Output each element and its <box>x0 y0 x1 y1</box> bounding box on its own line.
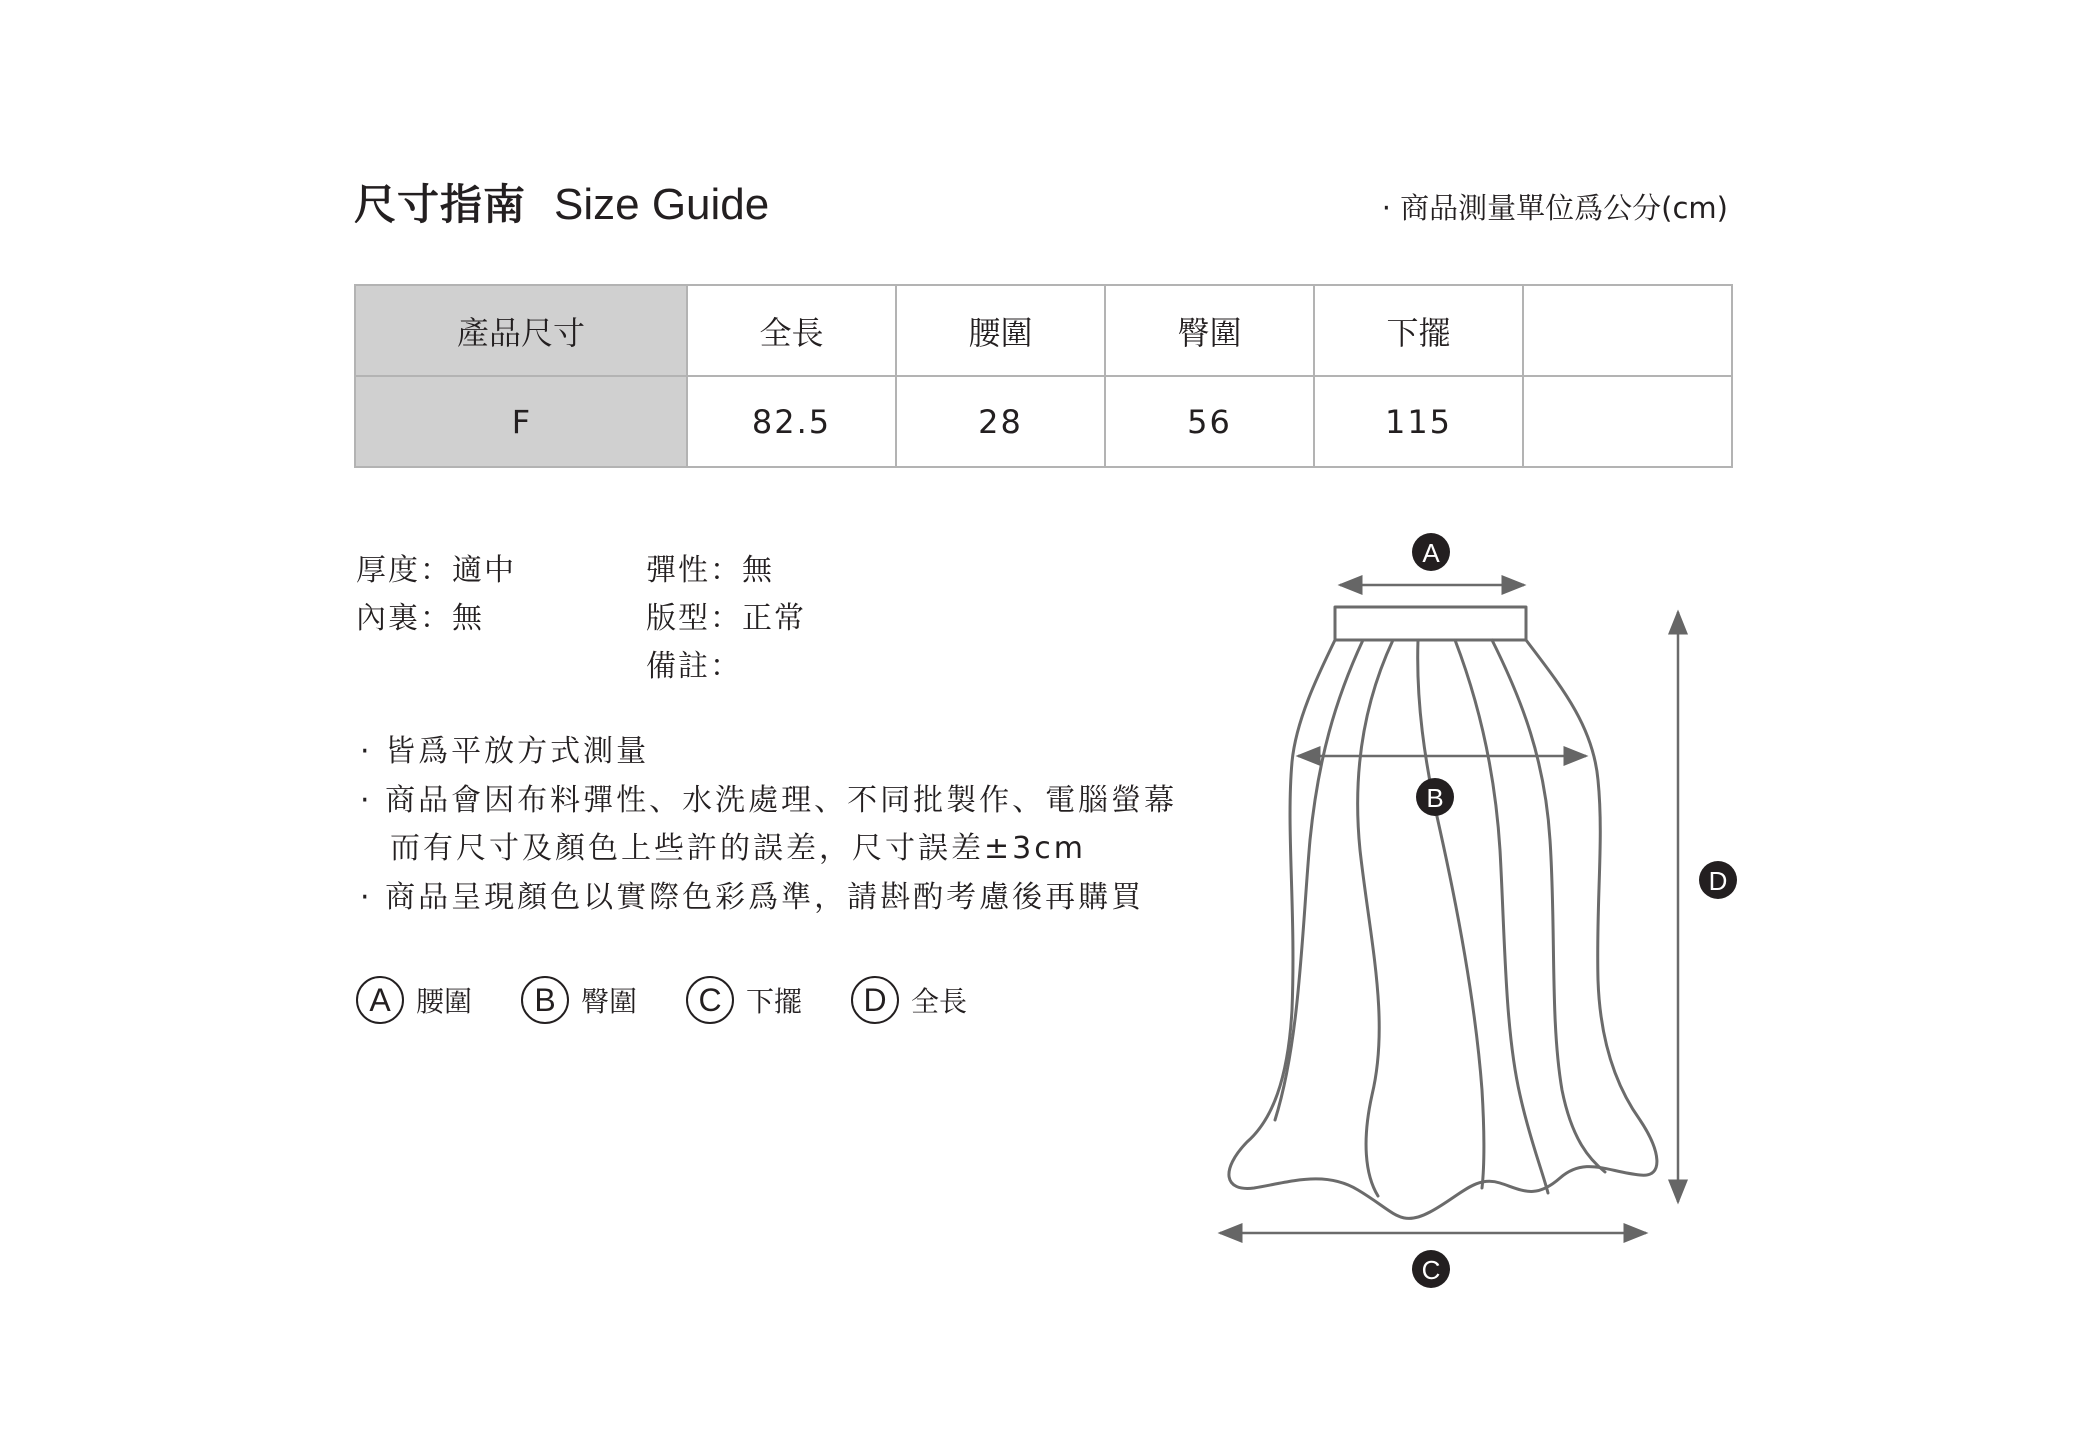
table-cell: F <box>355 376 687 467</box>
table-cell: 115 <box>1314 376 1523 467</box>
marker-d-label: D <box>1708 866 1728 896</box>
marker-b <box>1416 778 1454 816</box>
table-header-cell: 全長 <box>687 285 896 376</box>
table-cell: 82.5 <box>687 376 896 467</box>
attr-fit: 版型：正常 <box>646 601 806 636</box>
table-header-cell: 產品尺寸 <box>355 285 687 376</box>
table-cell: 56 <box>1105 376 1314 467</box>
legend-marker-d: D <box>851 976 899 1024</box>
skirt-seam <box>1455 640 1548 1193</box>
note-line: · 商品呈現顏色以實際色彩爲準，請斟酌考慮後再購買 <box>360 879 1145 915</box>
title-zh: 尺寸指南 <box>354 180 527 229</box>
legend-label: 下擺 <box>746 985 803 1018</box>
marker-d <box>1699 861 1737 899</box>
skirt-seam <box>1418 640 1484 1188</box>
title-en: Size Guide <box>554 180 770 229</box>
note-line: 而有尺寸及顏色上些許的誤差，尺寸誤差±3cm <box>390 831 1086 866</box>
waistband-shape <box>1335 607 1526 640</box>
marker-c-label: C <box>1421 1255 1441 1285</box>
marker-c <box>1412 1250 1450 1288</box>
skirt-seam <box>1358 640 1393 1196</box>
legend-label: 臀圍 <box>581 985 638 1018</box>
legend-label: 腰圍 <box>416 985 473 1018</box>
note-line: · 商品會因布料彈性、水洗處理、不同批製作、電腦螢幕 <box>360 782 1178 818</box>
legend-marker-a: A <box>356 976 404 1024</box>
legend-marker-c: C <box>686 976 734 1024</box>
unit-note: · 商品測量單位爲公分(cm) <box>1381 191 1728 225</box>
legend-marker-b: B <box>521 976 569 1024</box>
marker-a <box>1412 533 1450 571</box>
measure-arrows <box>1220 585 1678 1233</box>
table-header-cell: 腰圍 <box>896 285 1105 376</box>
skirt-seam <box>1492 640 1605 1172</box>
legend-label: 全長 <box>911 985 968 1018</box>
note-line: · 皆爲平放方式測量 <box>360 734 650 769</box>
table-header-cell: 臀圍 <box>1105 285 1314 376</box>
table-cell: 28 <box>896 376 1105 467</box>
attr-thickness: 厚度：適中 <box>356 553 516 588</box>
attr-lining: 內裏：無 <box>356 601 484 636</box>
attr-elasticity: 彈性：無 <box>646 553 774 588</box>
marker-a-label: A <box>1422 538 1440 568</box>
skirt-outline <box>1229 607 1657 1218</box>
table-header-cell: 下擺 <box>1314 285 1523 376</box>
marker-b-label: B <box>1426 783 1444 813</box>
attr-remark: 備註： <box>646 649 742 684</box>
